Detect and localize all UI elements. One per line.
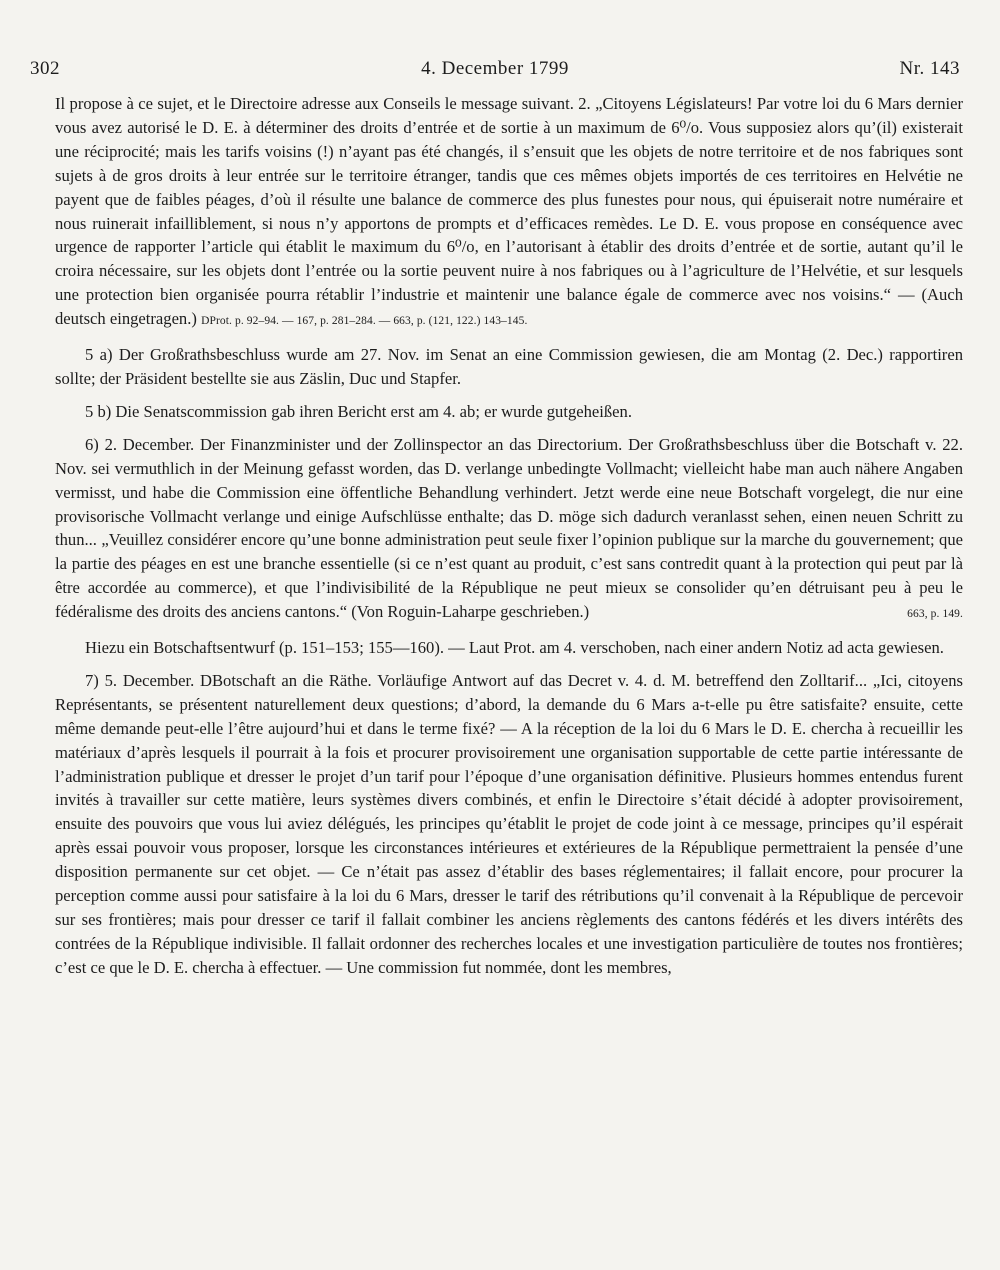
page-number: 302 <box>30 58 60 79</box>
paragraph-1 <box>55 92 963 334</box>
paragraph-text: 5 a) Der Großrathsbeschluss wurde am 27. Nov. im Senat an eine Commission gewiesen, die am Montag (2. Dec.) rapportiren sollte; der Präsident bestellte sie aus Zäslin, Duc und Stapfer. <box>55 345 963 388</box>
source-reference: DProt. p. 92–94. — 167, p. 281–284. — 663, p. (121, 122.) 143–145. <box>201 315 528 328</box>
paragraph-text: Il propose à ce sujet, et le Directoire adresse aux Conseils le message suivant. 2. „Citoyens Législateurs! Par votre loi du 6 Mars dernier vous avez autorisé le D. E. à déterminer des droits d’entrée et de sortie à un maximum de 6⁰/o. Vous supposiez alors qu’(il) existerait une réciprocité; mais les tarifs voisins (!) n’ayant pas été changés, il s’ensuit que les objets de notre territoire et de nos fabriques sont sujets à de gros droits à leur entrée sur le territoire étranger, tandis que ces mêmes objets importés de ces territoires en Helvétie ne payent que de faibles péages, d’où il résulte une balance de commerce des plus funestes pour nous, qui épuiserait notre numéraire et nous ruinerait infailliblement, si nous n’y apportons de prompts et d’efficaces remèdes. Le D. E. vous propose en conséquence avec urgence de rapporter l’article qui établit le maximum du 6⁰/o, en l’autorisant à établir des droits d’entrée et de sortie, autant qu’il le croira nécessaire, sur les objets dont l’entrée ou la sortie peuvent nuire à nos fabriques ou à l’agriculture de l’Helvétie, et sur lesquels une protection bien organisée pourra rétablir l’industrie et maintenir une balance égale de commerce avec nos voisins.“ — (Auch deutsch eingetragen.) <box>55 94 963 329</box>
header-date: 4. December 1799 <box>421 58 569 79</box>
paragraph-5 <box>55 636 963 660</box>
paragraph-2 <box>55 343 963 391</box>
page-body <box>55 92 963 980</box>
paragraph-3 <box>55 400 963 424</box>
paragraph-text: Hiezu ein Botschaftsentwurf (p. 151–153; 155—160). — Laut Prot. am 4. verschoben, nach einer andern Notiz ad acta gewiesen. <box>85 638 944 658</box>
paragraph-4 <box>55 433 963 627</box>
page-header <box>30 58 960 90</box>
document-number: Nr. 143 <box>899 58 960 79</box>
source-reference: 663, p. 149. <box>907 608 963 621</box>
paragraph-text: 7) 5. December. DBotschaft an die Räthe. Vorläufige Antwort auf das Decret v. 4. d. M. betreffend den Zolltarif... „Ici, citoyens Représentants, se présentent naturellement deux questions; d’abord, la demande du 6 Mars a-t-elle pu être satisfaite? ensuite, cette même demande peut-elle l’être aujourd’hui et dans le terme fixé? — A la réception de la loi du 6 Mars le D. E. chercha à recueillir les matériaux d’après lesquels il pourrait à la fois et procurer provisoirement une organisation supportable de cette partie intéressante de l’administration publique et dresser le projet d’un tarif pour l’époque d’une organisation définitive. Plusieurs hommes entendus furent invités à travailler sur cette matière, leurs systèmes divers combinés, et enfin le Directoire s’était décidé à adopter provisoirement, ensuite des pouvoirs que vous lui aviez délégués, les principes qu’établit le projet de code joint à ce message, principes qu’il espérait après essai pouvoir vous proposer, lorsque les circonstances intérieures et extérieures de la République permettraient la pensée d’une disposition permanente sur cet objet. — Ce n’était pas assez d’établir des bases réglementaires; il fallait encore, pour procurer la perception comme aussi pour satisfaire à la loi du 6 Mars, dresser le tarif des rétributions qu’il convenait à la République de percevoir sur ses frontières; mais pour dresser ce tarif il fallait combiner les anciens règlements des cantons fédérés et les divers intérêts des contrées de la République indivisible. Il fallait ordonner des recherches locales et une investigation particulière de toutes nos frontières; c’est ce que le D. E. chercha à effectuer. — Une commission fut nommée, dont les membres, <box>55 670 963 977</box>
paragraph-text: 6) 2. December. Der Finanzminister und der Zollinspector an das Directorium. Der Großrathsbeschluss über die Botschaft v. 22. Nov. sei vermuthlich in der Meinung gefasst worden, das D. verlange unbedingte Vollmacht; vielleicht habe man auch nähere Angaben vermisst, und habe die Commission eine öffentliche Behandlung verhindert. Jetzt werde eine neue Botschaft vorgelegt, die nur eine provisorische Vollmacht verlange und einige Aufschlüsse enthalte; das D. möge sich dadurch veranlasst sehen, einen neuen Schritt zu thun... „Veuillez considérer encore qu’une bonne administration peut seule fixer l’opinion publique sur la marche du gouvernement; que la partie des péages en est une branche essentielle (si ce n’est quant au produit, c’est sans contredit quant à la protection qui peut par là être accordée au commerce), et que l’indivisibilité de la République ne peut mieux se consolider qu’en détruisant peu à peu le fédéralisme des droits des anciens cantons.“ (Von Roguin-Laharpe geschrieben.) <box>55 434 963 622</box>
paragraph-6 <box>55 669 963 980</box>
paragraph-text: 5 b) Die Senatscommission gab ihren Bericht erst am 4. ab; er wurde gutgeheißen. <box>85 401 632 421</box>
